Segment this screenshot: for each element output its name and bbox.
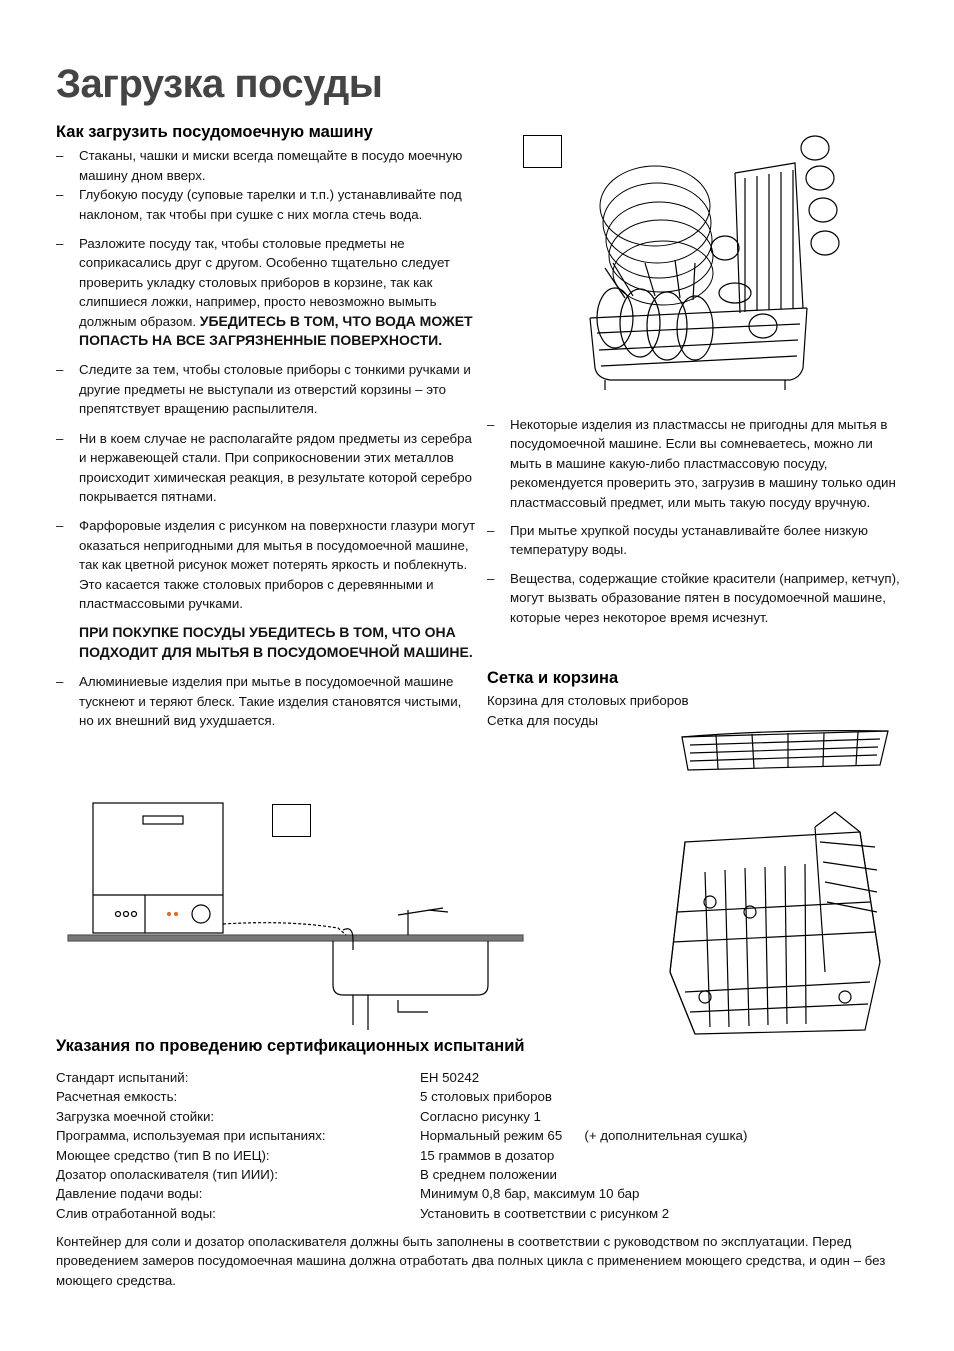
loading-list-2 <box>56 672 476 730</box>
list-item: – Вещества, содержащие стойкие красители (например, кетчуп), могут вызвать образование пятен в посудомоечной машине, которые через некоторое время исчезнут. <box>487 569 907 627</box>
loaded-rack-illustration <box>585 128 845 390</box>
list-item: – Ни в коем случае не располагайте рядом предметы из серебра и нержавеющей стали. При соприкосновении этих металлов происходит химическая реакция, в результате которой серебро покрывается пятнами. <box>56 429 476 507</box>
row-value: 15 граммов в дозатор <box>420 1147 555 1163</box>
purchase-warning: ПРИ ПОКУПКЕ ПОСУДЫ УБЕДИТЕСЬ В ТОМ, ЧТО ОНА ПОДХОДИТ ДЛЯ МЫТЬЯ В ПОСУДОМОЕЧНОЙ МАШИНЕ. <box>79 624 473 660</box>
row-label: Моющее средство (тип В по ИЕЦ): <box>56 1147 270 1163</box>
list-item: – Алюминиевые изделия при мытье в посудомоечной машине тускнеют и теряют блеск. Такие изделия становятся чистыми, но их внешний вид ухудшается. <box>56 672 476 730</box>
row-label: Дозатор ополаскивателя (тип ИИИ): <box>56 1166 278 1182</box>
row-label: Давление подачи воды: <box>56 1186 203 1202</box>
list-item: – Следите за тем, чтобы столовые приборы с тонкими ручками и другие предметы не выступали из отверстий корзины – это препятствует вращению распылителя. <box>56 360 476 418</box>
row-label: Стандарт испытаний: <box>56 1070 189 1085</box>
row-value: В среднем положении <box>420 1166 557 1182</box>
list-item: – Некоторые изделия из пластмассы не пригодны для мытья в посудомоечной машине. Если вы сомневаетесь, можно ли мыть в машине какую-либо пластмассовую посуду, рекомендуется проверить это, загрузив в машину только один пластмассовый предмет, или мыть такую посуду вручную. <box>487 415 907 512</box>
bold-warning-inline: УБЕДИТЕСЬ В ТОМ, ЧТО ВОДА МОЖЕТ ПОПАСТЬ НА ВСЕ ЗАГРЯЗНЕННЫЕ ПОВЕРХНОСТИ. <box>79 312 473 349</box>
row-label: Загрузка моечной стойки: <box>56 1108 215 1124</box>
row-label: Расчетная емкость: <box>56 1089 178 1105</box>
list-item-text: Разложите посуду так, чтобы столовые предметы не соприкасались друг с другом. Особенно тщательно следует проверить укладку столовых приборов в корзине, так как слипшиеся ложки, например, просто невозможно вымыть должным образом. <box>79 236 451 329</box>
loading-list <box>56 146 476 613</box>
list-item: – Фарфоровые изделия с рисунком на поверхности глазури могут оказаться непригодными для мытья в посудомоечной машине, так как цветной рисунок может потерять яркость и поблекнуть. Это касается также столовых приборов с деревянными и пластмассовыми ручками. <box>56 516 476 613</box>
left-column <box>56 123 476 738</box>
row-label: Слив отработанной воды: <box>56 1205 216 1221</box>
list-item: – Глубокую посуду (суповые тарелки и т.п.) устанавливайте под наклоном, так чтобы при сушке с них могла стечь вода. <box>56 185 476 224</box>
row-label: Программа, используемая при испытаниях: <box>56 1128 326 1144</box>
dish-rack-label: Сетка для посуды <box>487 712 599 728</box>
dish-rack-illustration <box>665 812 895 1037</box>
row-value: ЕН 50242 <box>420 1070 480 1085</box>
dishwasher-installation-illustration <box>68 800 528 1032</box>
row-value: 5 столовых приборов <box>420 1089 552 1105</box>
row-value: Нормальный режим 65 (+ дополнительная сушка) <box>420 1128 748 1144</box>
row-value: Установить в соответствии с рисунком 2 <box>420 1205 670 1221</box>
figure-1-number-box <box>523 135 562 168</box>
cutlery-basket-illustration <box>680 725 890 775</box>
section-heading-certification: Указания по проведению сертификационных испытаний <box>56 1037 525 1055</box>
rack-section <box>487 669 907 730</box>
row-value: Минимум 0,8 бар, максимум 10 бар <box>420 1186 640 1202</box>
list-item: – Стаканы, чашки и миски всегда помещайте в посудо моечную машину дном вверх. <box>56 146 476 185</box>
row-value: Согласно рисунку 1 <box>420 1108 541 1124</box>
list-item: – При мытье хрупкой посуды устанавливайте более низкую температуру воды. <box>487 521 907 560</box>
plastic-list <box>487 415 907 627</box>
cutlery-basket-label: Корзина для столовых приборов <box>487 693 689 709</box>
certification-note: Контейнер для соли и дозатор ополаскивателя должны быть заполнены в соответствии с руководством по эксплуатации. Перед проведением замеров посудомоечная машина должна отработать два полных цикла с применением моющего средства, и один – без моющего средства. <box>56 1234 886 1288</box>
page-title: Загрузка посуды <box>56 62 383 106</box>
right-column <box>487 415 907 635</box>
section-heading-rack: Сетка и корзина <box>487 669 619 687</box>
list-item <box>56 234 476 350</box>
section-heading-loading: Как загрузить посудомоечную машину <box>56 123 373 141</box>
